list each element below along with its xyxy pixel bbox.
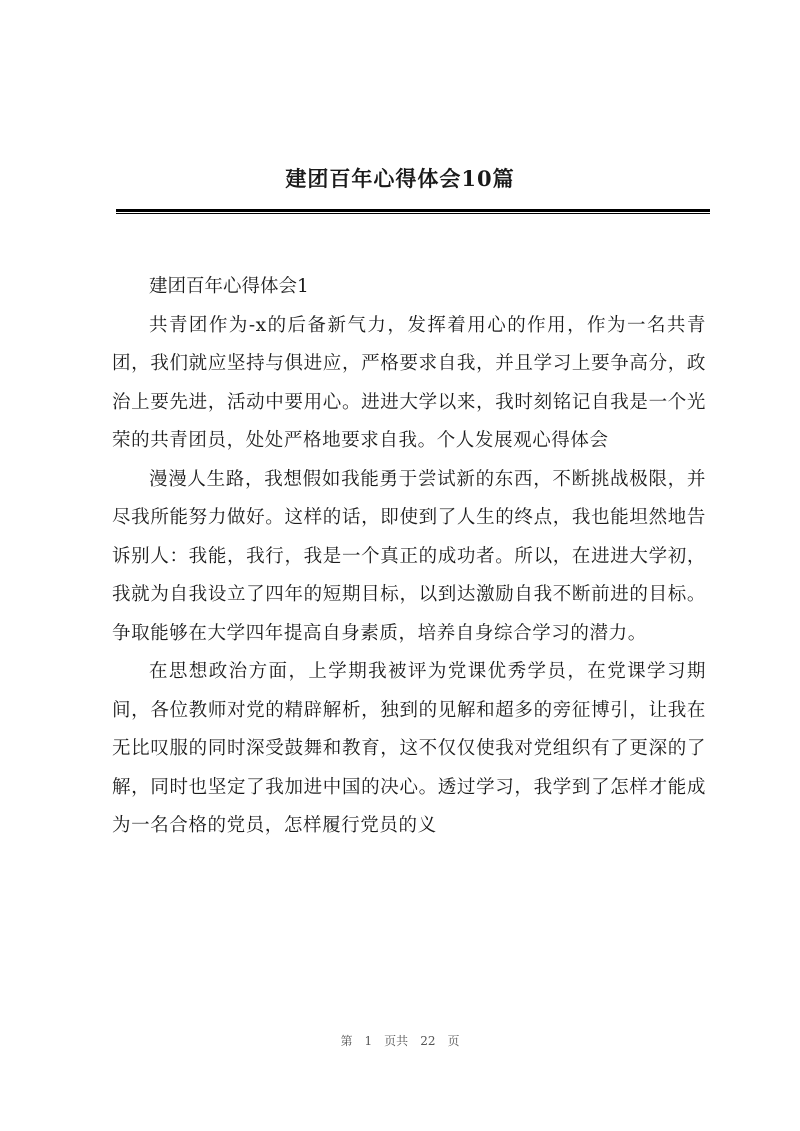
document-body <box>112 268 706 846</box>
footer-suffix: 页 <box>447 1034 460 1048</box>
page-footer <box>0 1032 800 1049</box>
title-divider <box>116 209 710 212</box>
paragraph: 共青团作为-x的后备新气力，发挥着用心的作用，作为一名共青团，我们就应坚持与俱进应，严格要求自我，并且学习上要争高分，政治上要先进，活动中要用心。进进大学以来，我时刻铭记自我是一个光荣的共青团员，处处严格地要求自我。个人发展观心得体会 <box>112 314 706 451</box>
section-heading: 建团百年心得体会1 <box>149 276 309 297</box>
footer-total-pages: 22 <box>420 1034 436 1048</box>
footer-middle: 页共 <box>384 1034 409 1048</box>
paragraph: 漫漫人生路，我想假如我能勇于尝试新的东西，不断挑战极限，并尽我所能努力做好。这样的话，即使到了人生的终点，我也能坦然地告诉别人：我能，我行，我是一个真正的成功者。所以，在进进大学初，我就为自我设立了四年的短期目标，以到达激励自我不断前进的目标。争取能够在大学四年提高自身素质，培养自身综合学习的潜力。 <box>112 468 706 644</box>
footer-current-page: 1 <box>364 1034 373 1048</box>
footer-prefix: 第 <box>340 1034 353 1048</box>
document-title: 建团百年心得体会10篇 <box>285 166 515 191</box>
paragraph: 在思想政治方面，上学期我被评为党课优秀学员，在党课学习期间，各位教师对党的精辟解析，独到的见解和超多的旁征博引，让我在无比叹服的同时深受鼓舞和教育，这不仅仅使我对党组织有了更深的了解，同时也坚定了我加进中国的决心。透过学习，我学到了怎样才能成为一名合格的党员，怎样履行党员的义 <box>112 661 706 836</box>
